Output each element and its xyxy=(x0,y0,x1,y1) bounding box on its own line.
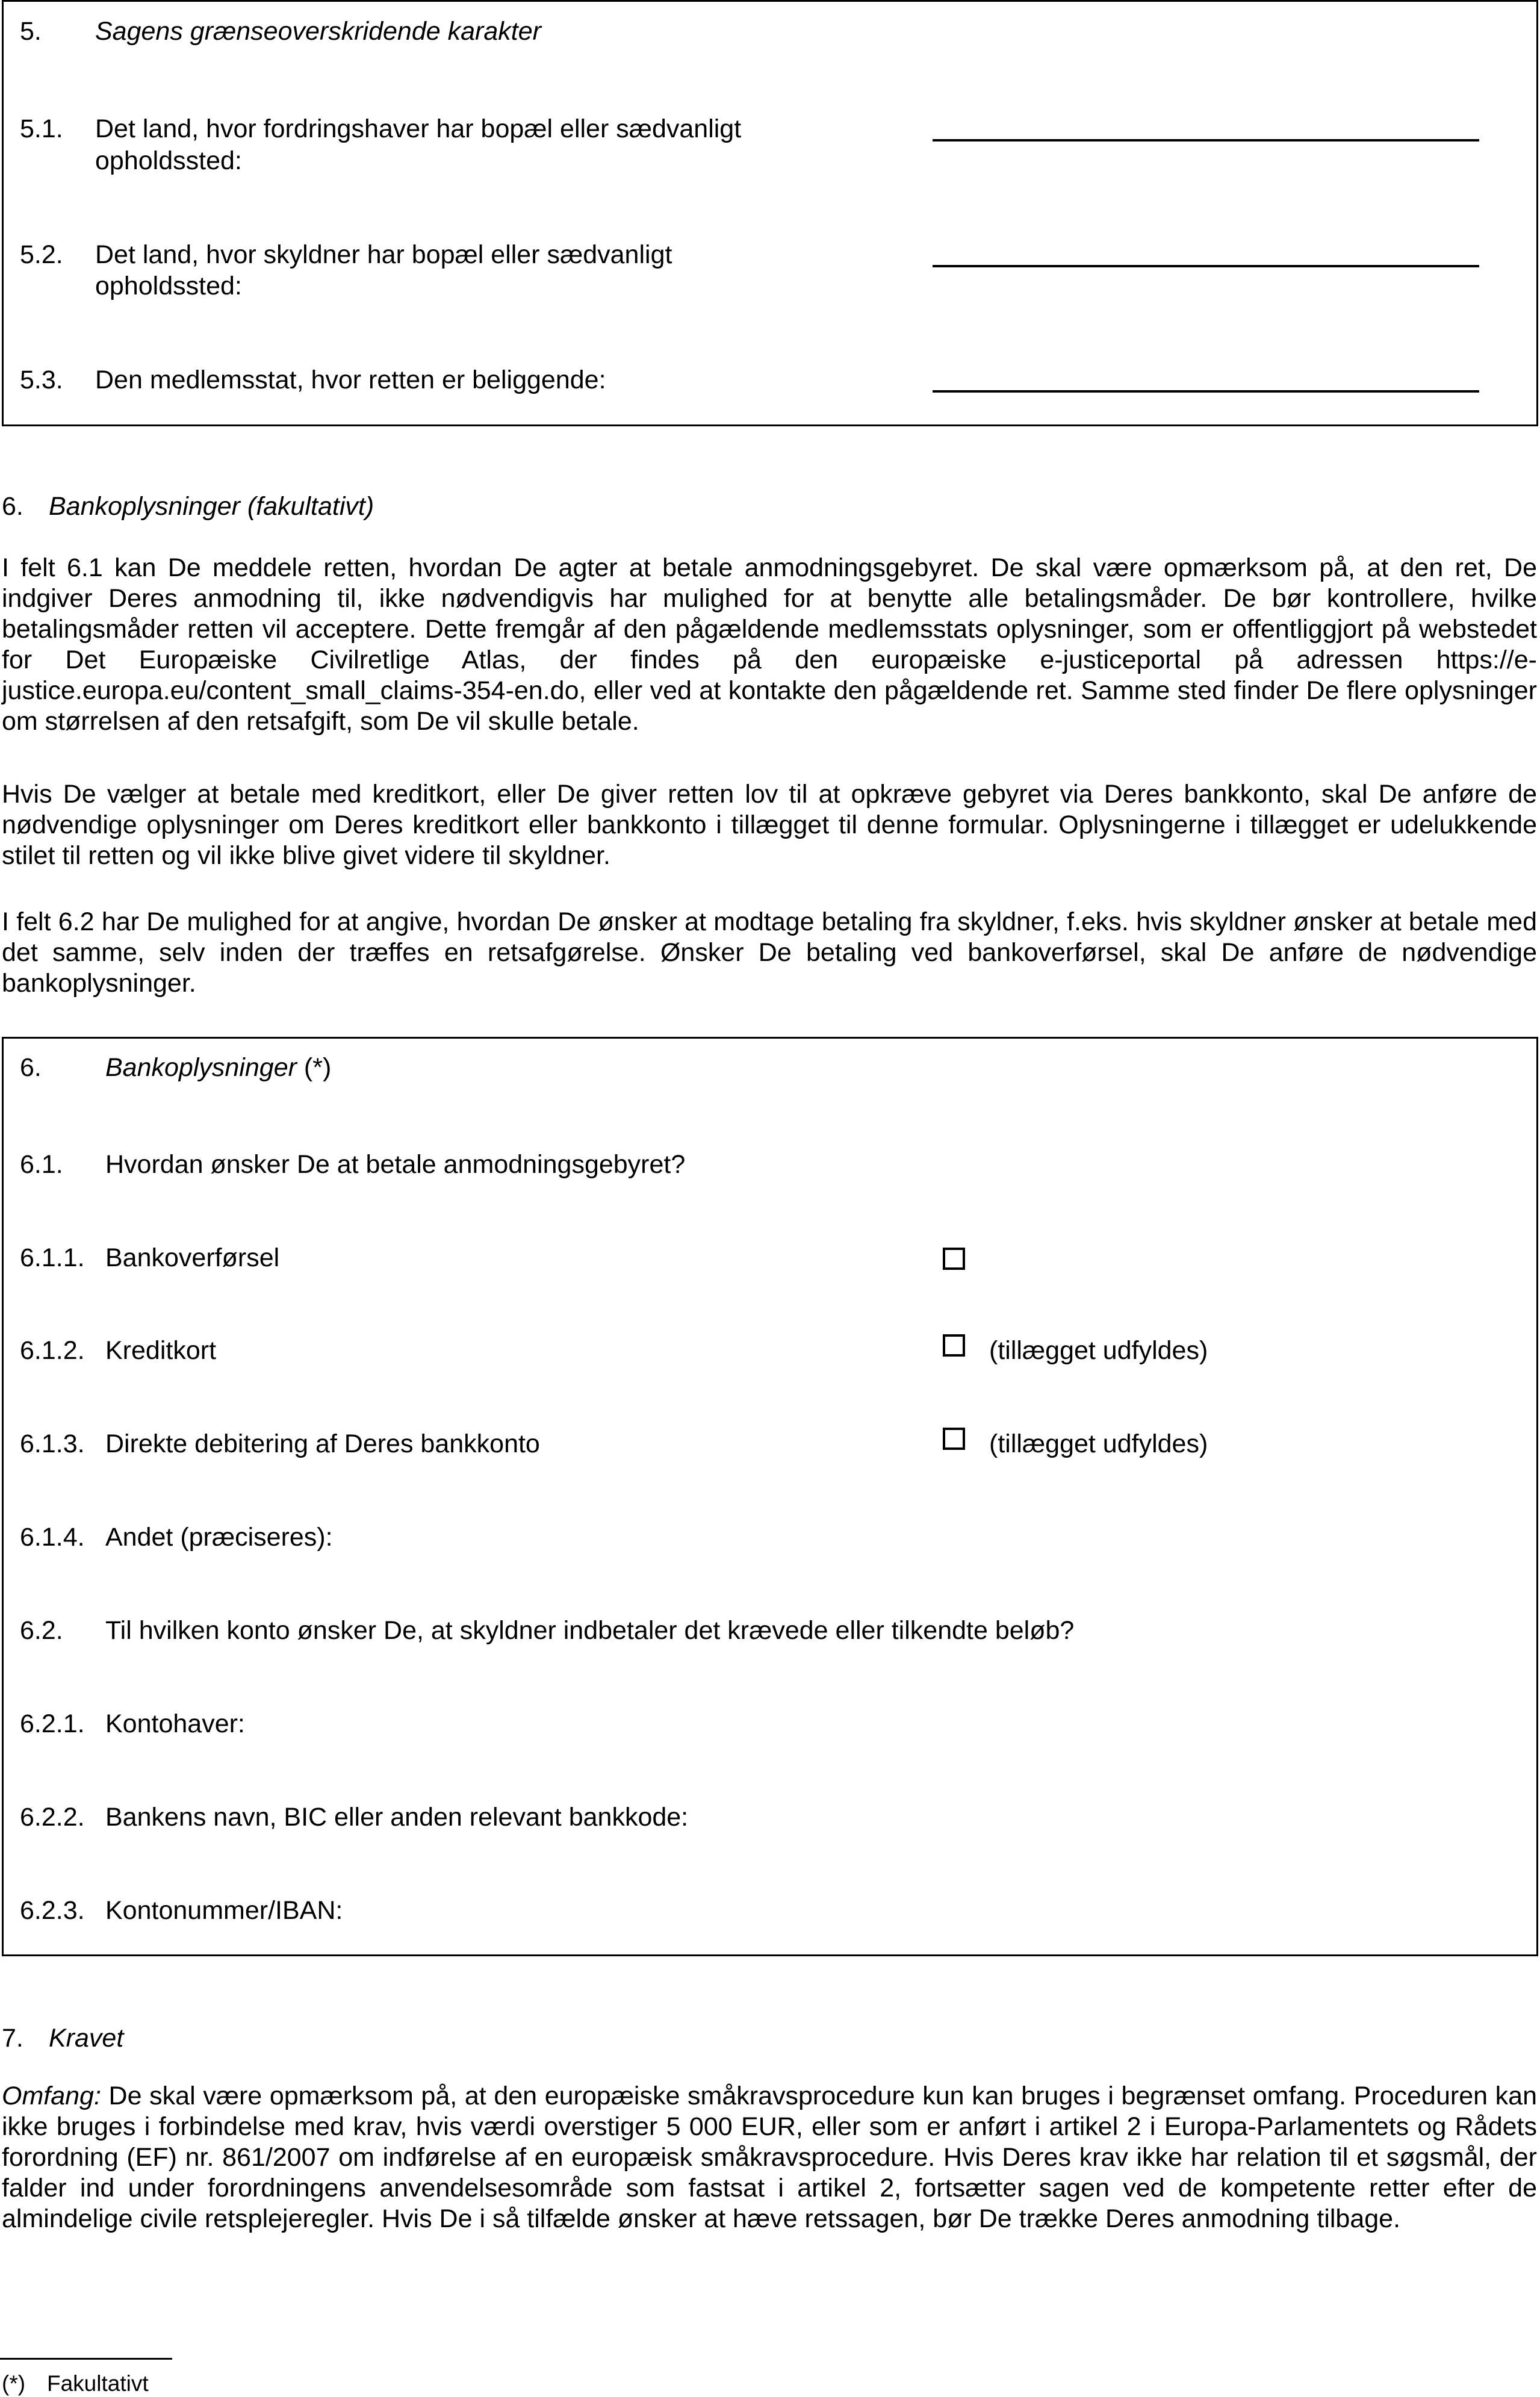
option-6-1-4-number: 6.1.4. xyxy=(20,1523,85,1552)
field-6-2-2-label: Bankens navn, BIC eller anden relevant bankkode: xyxy=(105,1803,689,1832)
field-5-2-line[interactable] xyxy=(933,265,1479,267)
credit-card-checkbox[interactable] xyxy=(943,1334,965,1357)
q-6-1-number: 6.1. xyxy=(20,1150,63,1179)
q-6-1-label: Hvordan ønsker De at betale anmodningsgebyret? xyxy=(105,1150,686,1179)
section-6-title: Bankoplysninger xyxy=(105,1053,297,1082)
bank-transfer-checkbox[interactable] xyxy=(943,1248,965,1270)
section-6-number: 6. xyxy=(20,1053,42,1082)
item-5-1-label-cont: opholdssted: xyxy=(95,146,242,175)
section-7-paragraph xyxy=(2,2081,1537,2234)
option-6-1-2-note: (tillægget udfyldes) xyxy=(989,1336,1208,1365)
section-5-box xyxy=(2,0,1538,426)
q-6-2-number: 6.2. xyxy=(20,1616,63,1645)
field-6-2-3-number: 6.2.3. xyxy=(20,1896,85,1925)
item-5-1-number: 5.1. xyxy=(20,114,63,143)
direct-debit-checkbox[interactable] xyxy=(943,1428,965,1450)
option-6-1-1-label: Bankoverførsel xyxy=(105,1243,280,1272)
option-6-1-3-number: 6.1.3. xyxy=(20,1429,85,1458)
item-5-2-label: Det land, hvor skyldner har bopæl eller sædvanligt xyxy=(95,240,672,269)
q-6-2-label: Til hvilken konto ønsker De, at skyldner indbetaler det krævede eller tilkendte beløb? xyxy=(105,1616,1075,1645)
item-5-2-label-cont: opholdssted: xyxy=(95,272,242,300)
option-6-1-2-number: 6.1.2. xyxy=(20,1336,85,1365)
section-6-intro-number: 6. xyxy=(2,492,23,521)
option-6-1-3-label: Direkte debitering af Deres bankkonto xyxy=(105,1429,540,1458)
field-5-1-line[interactable] xyxy=(933,139,1479,141)
section-6-intro-title: Bankoplysninger (fakultativt) xyxy=(49,492,374,521)
section-6-heading xyxy=(105,1055,331,1081)
field-6-2-3-label: Kontonummer/IBAN: xyxy=(105,1896,343,1925)
item-5-2-number: 5.2. xyxy=(20,240,63,269)
section-6-title-suffix: (*) xyxy=(296,1053,332,1082)
section-6-paragraph-3: I felt 6.2 har De mulighed for at angive, hvordan De ønsker at modtage betaling fra skyldner, f.eks. hvis skyldner ønsker at betale med det samme, selv inden der træffes en retsafgørelse. Ønsker De betaling ved bankoverførsel, skal De anføre de nødvendige bankoplysninger. xyxy=(2,907,1537,998)
field-6-2-1-number: 6.2.1. xyxy=(20,1709,85,1738)
item-5-1-label: Det land, hvor fordringshaver har bopæl eller sædvanligt xyxy=(95,114,742,143)
field-5-3-line[interactable] xyxy=(933,390,1479,393)
footnote-separator xyxy=(0,2358,172,2360)
option-6-1-2-label: Kreditkort xyxy=(105,1336,217,1365)
field-6-2-2-number: 6.2.2. xyxy=(20,1803,85,1832)
option-6-1-4-label: Andet (præciseres): xyxy=(105,1523,333,1552)
option-6-1-3-note: (tillægget udfyldes) xyxy=(989,1429,1208,1458)
footnote-mark: (*) xyxy=(2,2371,26,2396)
item-5-3-number: 5.3. xyxy=(20,365,63,394)
footnote-text: Fakultativt xyxy=(47,2371,149,2396)
option-6-1-1-number: 6.1.1. xyxy=(20,1243,85,1272)
section-7-text: De skal være opmærksom på, at den europæiske småkravsprocedure kun kan bruges i begrænset omfang. Proceduren kan ikke bruges i forbindelse med krav, hvis værdi overstiger 5 000 EUR, eller som er anført i artikel 2 i Europa-Parlamentets og Rådets forordning (EF) nr. 861/2007 om indførelse af en europæisk småkravsprocedure. Hvis Deres krav ikke har relation til et søgsmål, der falder ind under forordningens anvendelsesområde som fastsat i artikel 2, fortsætter sagen ved de kompetente retter efter de almindelige civile retsplejeregler. Hvis De i så tilfælde ønsker at hæve retssagen, bør De trække Deres anmodning tilbage. xyxy=(2,2081,1537,2233)
section-7-number: 7. xyxy=(2,2024,23,2053)
item-5-3-label: Den medlemsstat, hvor retten er beliggende: xyxy=(95,365,606,394)
section-6-paragraph-2: Hvis De vælger at betale med kreditkort, eller De giver retten lov til at opkræve gebyret via Deres bankkonto, skal De anføre de nødvendige oplysninger om Deres kreditkort eller bankkonto i tillægget til denne formular. Oplysningerne i tillægget er udelukkende stilet til retten og vil ikke blive givet videre til skyldner. xyxy=(2,780,1537,870)
field-6-2-1-label: Kontohaver: xyxy=(105,1709,245,1738)
section-6-paragraph-1: I felt 6.1 kan De meddele retten, hvordan De agter at betale anmodningsgebyret. De skal være opmærksom på, at den ret, De indgiver Deres anmodning til, ikke nødvendigvis har mulighed for at benytte alle betalingsmåder. De bør kontrollere, hvilke betalingsmåder retten vil acceptere. Dette fremgår af den pågældende medlemsstats oplysninger, som er offentliggjort på webstedet for Det Europæiske Civilretlige Atlas, der findes på den europæiske e-justiceportal på adressen https://e-justice.europa.eu/content_small_claims-354-en.do, eller ved at kontakte den pågældende ret. Samme sted finder De flere oplysninger om størrelsen af den retsafgift, som De vil skulle betale. xyxy=(2,553,1537,736)
section-5-number: 5. xyxy=(20,17,42,46)
section-5-title: Sagens grænseoverskridende karakter xyxy=(95,17,541,46)
section-7-title: Kravet xyxy=(49,2024,124,2053)
section-7-lead: Omfang: xyxy=(2,2081,101,2110)
